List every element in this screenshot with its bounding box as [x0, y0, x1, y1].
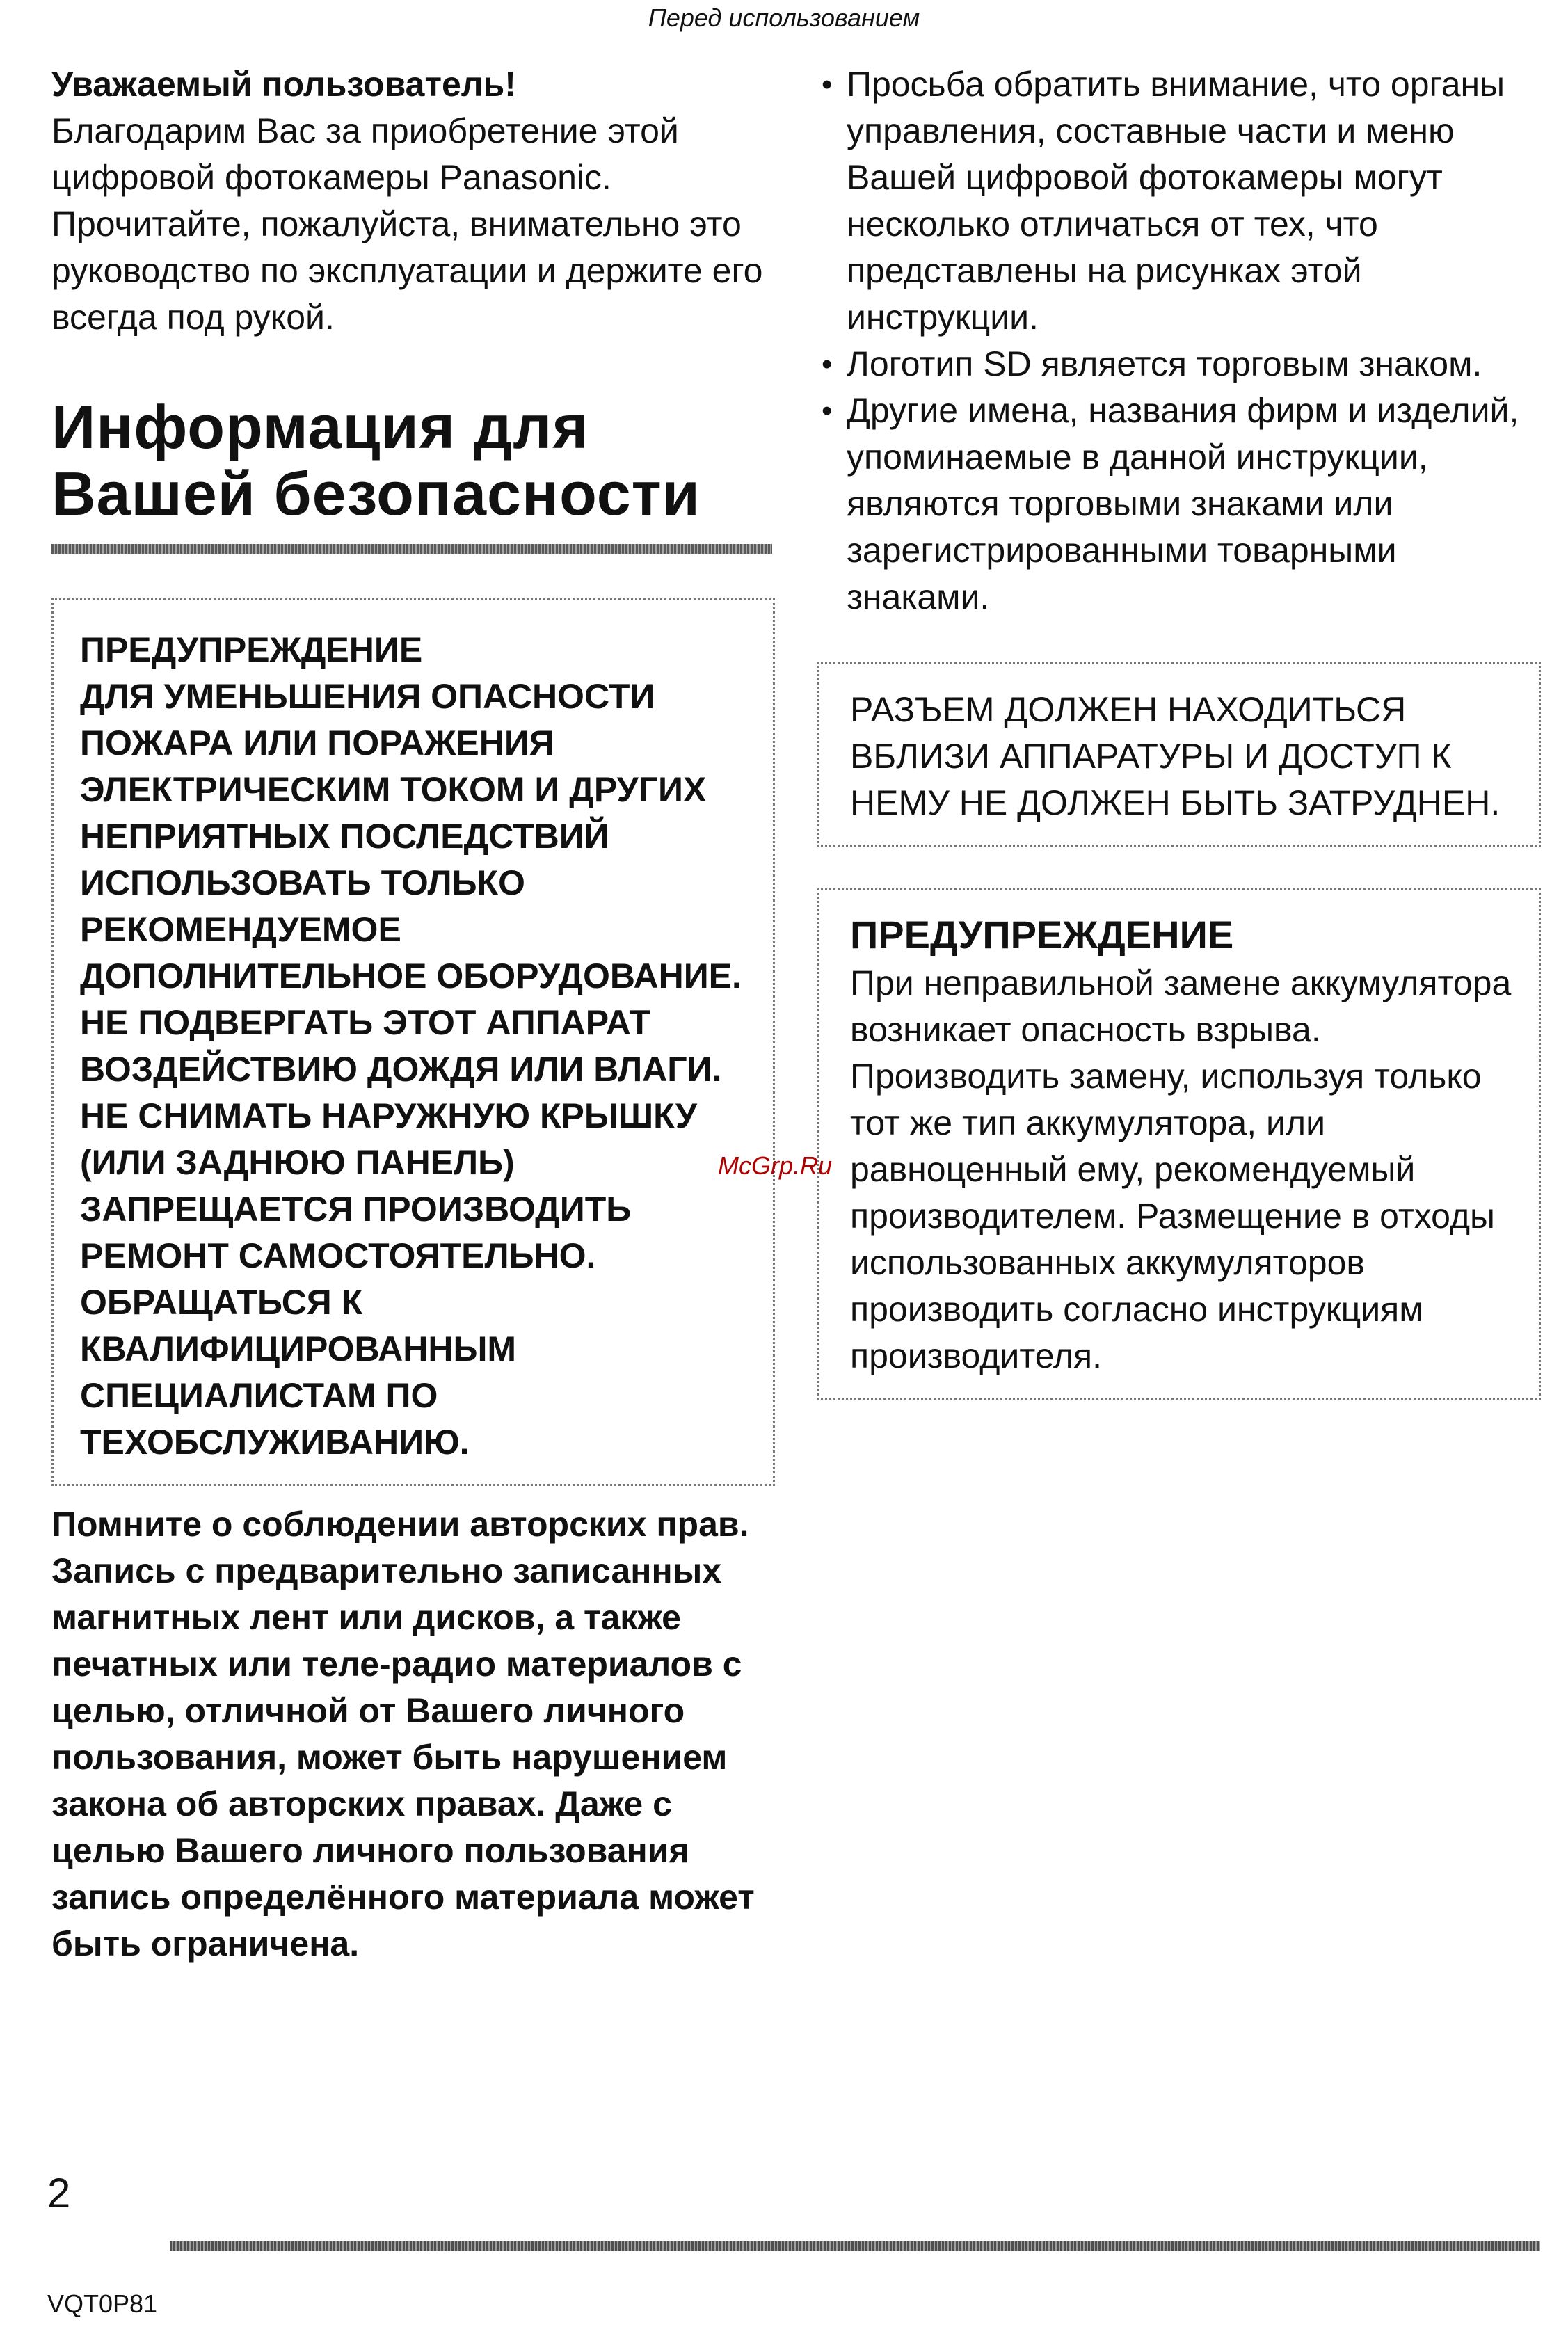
battery-warning-box: [817, 888, 1541, 1400]
greeting-title: Уважаемый пользователь!: [51, 65, 516, 104]
running-header: Перед использованием: [648, 3, 920, 32]
plug-notice-text: РАЗЪЕМ ДОЛЖЕН НАХОДИТЬСЯ ВБЛИЗИ АППАРАТУРЫ И ДОСТУП К НЕМУ НЕ ДОЛЖЕН БЫТЬ ЗАТРУДНЕН.: [850, 690, 1501, 822]
section-title-line-1: Информация для: [51, 392, 589, 461]
section-title-divider: [51, 544, 772, 554]
note-text: Другие имена, названия фирм и изделий, упоминаемые в данной инструкции, являются торговыми знаками или зарегистрированными товарными знаками.: [847, 391, 1519, 616]
model-code: VQT0P81: [47, 2289, 158, 2318]
safety-warning-box: [51, 598, 775, 1486]
note-item: [817, 387, 1541, 621]
left-column: [51, 61, 775, 1967]
note-text: Логотип SD является торговым знаком.: [847, 344, 1482, 383]
battery-warning-body: При неправильной замене аккумулятора возникает опасность взрыва. Производить замену, используя только тот же тип аккумулятора, или равноценный ему, рекомендуемый производителем. Размещение в отходы использованных аккумуляторов производить согласно инструкциям производителя.: [850, 963, 1512, 1375]
bullet-icon: •: [822, 67, 833, 102]
right-column: [817, 61, 1541, 1400]
note-text: Просьба обратить внимание, что органы управления, составные части и меню Вашей цифровой фотокамеры могут несколько отличаться от тех, что представлены на рисунках этой инструкции.: [847, 65, 1505, 337]
note-item: [817, 341, 1541, 387]
greeting-body: Благодарим Вас за приобретение этой цифровой фотокамеры Panasonic. Прочитайте, пожалуйста, внимательно это руководство по эксплуатации и держите его всегда под рукой.: [51, 111, 763, 337]
page-number: 2: [47, 2170, 71, 2216]
section-title-line-2: Вашей безопасности: [51, 459, 701, 528]
bullet-icon: •: [822, 394, 833, 428]
bullet-icon: •: [822, 347, 833, 381]
section-title: [51, 394, 775, 527]
copyright-body: Запись с предварительно записанных магнитных лент или дисков, а также печатных или теле-радио материалов с целью, отличной от Вашего личного пользования, может быть нарушением закона об авторских правах. Даже с целью Вашего личного пользования запись определённого материала может быть ограничена.: [51, 1551, 755, 1963]
footer-divider: [170, 2241, 1540, 2251]
plug-notice-box: [817, 662, 1541, 847]
battery-warning-title: ПРЕДУПРЕЖДЕНИЕ: [850, 913, 1234, 957]
note-item: [817, 61, 1541, 341]
watermark: McGrp.Ru: [718, 1151, 833, 1180]
safety-warning-title: ПРЕДУПРЕЖДЕНИЕ: [80, 630, 423, 669]
notes-list: [817, 61, 1541, 621]
safety-warning-body: ДЛЯ УМЕНЬШЕНИЯ ОПАСНОСТИ ПОЖАРА ИЛИ ПОРАЖЕНИЯ ЭЛЕКТРИЧЕСКИМ ТОКОМ И ДРУГИХ НЕПРИЯТНЫХ ПОСЛЕДСТВИЙ ИСПОЛЬЗОВАТЬ ТОЛЬКО РЕКОМЕНДУЕМОЕ ДОПОЛНИТЕЛЬНОЕ ОБОРУДОВАНИЕ. НЕ ПОДВЕРГАТЬ ЭТОТ АППАРАТ ВОЗДЕЙСТВИЮ ДОЖДЯ ИЛИ ВЛАГИ. НЕ СНИМАТЬ НАРУЖНУЮ КРЫШКУ (ИЛИ ЗАДНЮЮ ПАНЕЛЬ) ЗАПРЕЩАЕТСЯ ПРОИЗВОДИТЬ РЕМОНТ САМОСТОЯТЕЛЬНО. ОБРАЩАТЬСЯ К КВАЛИФИЦИРОВАННЫМ СПЕЦИАЛИСТАМ ПО ТЕХОБСЛУЖИВАНИЮ.: [80, 677, 742, 1462]
copyright-heading: Помните о соблюдении авторских прав.: [51, 1505, 749, 1544]
copyright-notice: [51, 1501, 775, 1967]
